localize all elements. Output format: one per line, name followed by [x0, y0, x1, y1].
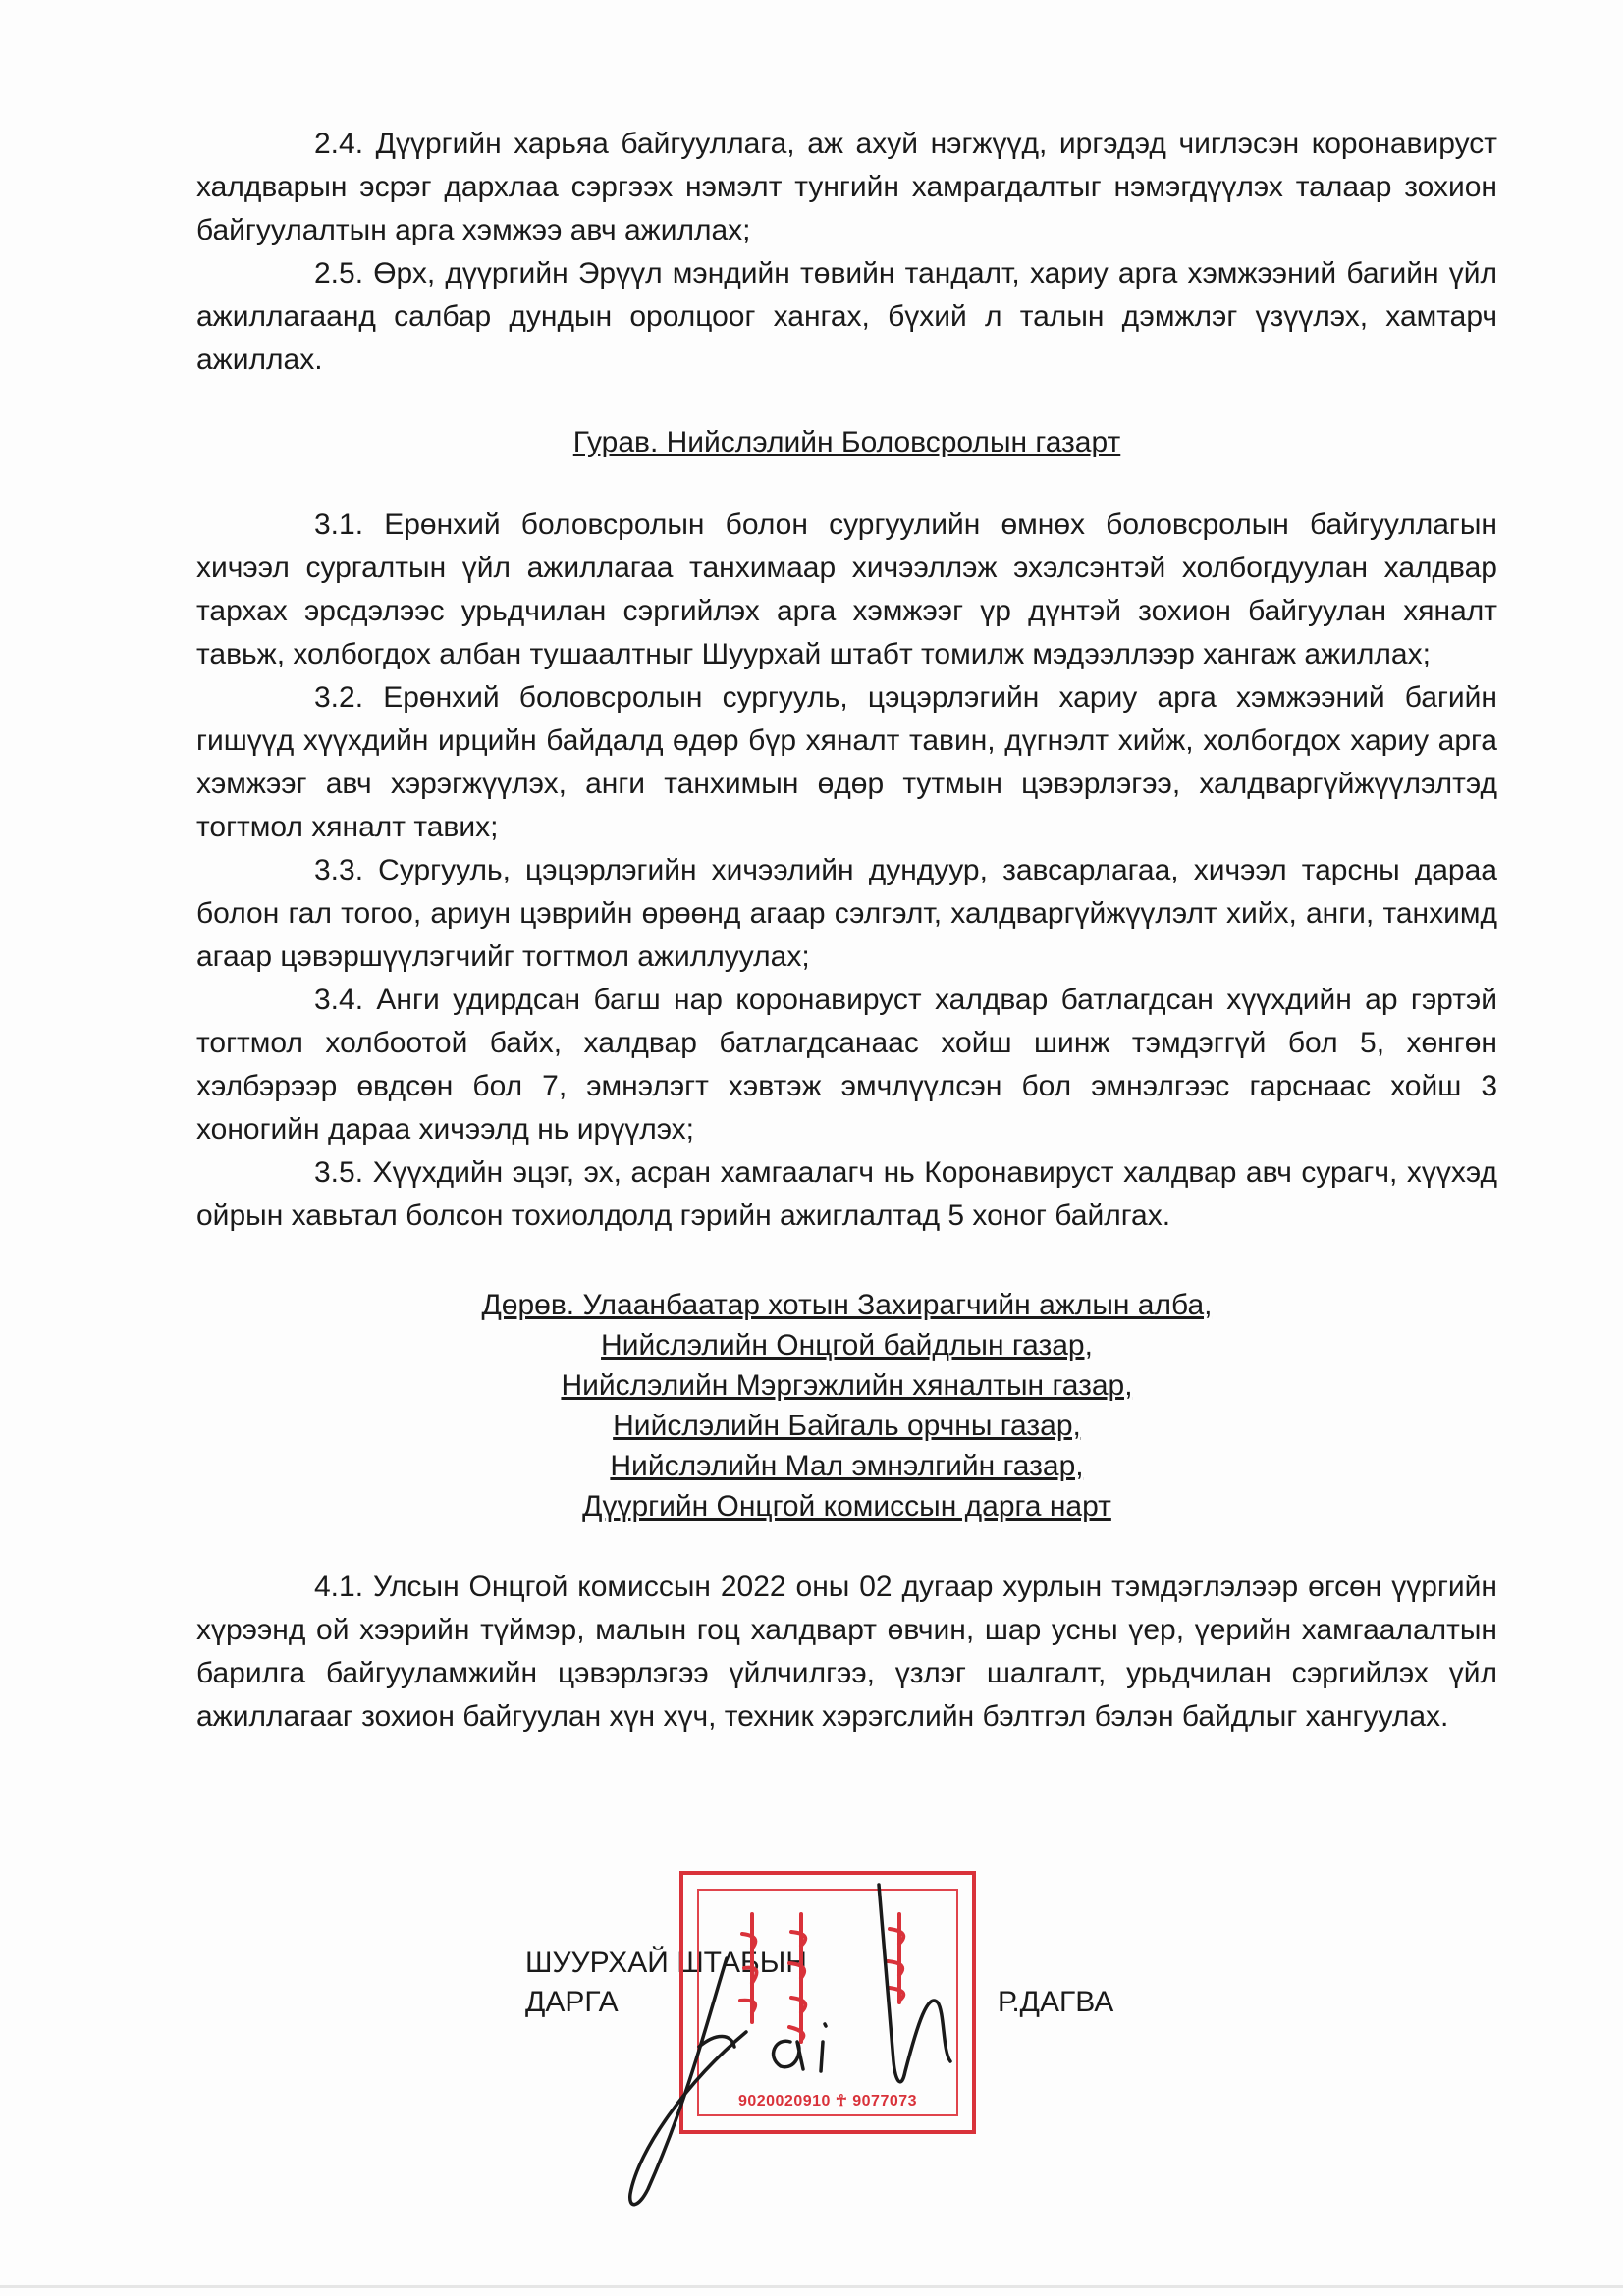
stamp-number: 9020020910 ☥ 9077073 [737, 2093, 918, 2109]
paragraph-3-3: 3.3. Сургууль, цэцэрлэгийн хичээлийн дундуур, завсарлагаа, хичээл тарсны дараа болон гал тогоо, ариун цэврийн өрөөнд агаар сэлгэлт, халдваргүйжүүлэлт хийх, анги, танхимд агаар цэвэршүүлэгчийг тогтмол ажиллуулах; [196, 854, 1497, 973]
signer-title-line-2: ДАРГА [525, 1986, 619, 2018]
paragraph-3-4: 3.4. Анги удирдсан багш нар коронавируст халдвар батлагдсан хүүхдийн ар гэртэй тогтмол холбоотой байх, халдвар батлагдсанаас хойш шинж тэмдэггүй бол 5, хөнгөн хэлбэрээр өвдсөн бол 7, эмнэлэгт хэвтэж эмчлүүлсэн бол эмнэлгээс гарснаас хойш 3 хоногийн дараа хичээлд нь ирүүлэх; [196, 984, 1497, 1146]
stamp-inner-border [697, 1889, 958, 2116]
section-4-heading-line: Дүүргийн Онцгой комиссын дарга нарт [582, 1490, 1111, 1522]
paragraph-2-5: 2.5. Өрх, дүүргийн Эрүүл мэндийн төвийн тандалт, хариу арга хэмжээний багийн үйл ажиллагаанд салбар дундын оролцоог хангах, бүхий л талын дэмжлэг үзүүлэх, хамтарч ажиллах. [196, 257, 1497, 376]
section-4-heading-line: Дөрөв. Улаанбаатар хотын Захирагчийн ажлын алба, [481, 1289, 1213, 1321]
paragraph-3-2: 3.2. Ерөнхий боловсролын сургууль, цэцэрлэгийн хариу арга хэмжээний багийн гишүүд хүүхдийн ирцийн байдалд өдөр бүр хяналт тавин, дүгнэлт хийж, холбогдох хариу арга хэмжээг авч хэрэгжүүлэх, анги танхимын өдөр тутмын цэвэрлэгээ, халдваргүйжүүлэлтэд тогтмол хяналт тавих; [196, 681, 1497, 843]
signer-name: Р.ДАГВА [998, 1986, 1114, 2018]
section-4-heading [196, 1285, 1497, 1526]
section-4-heading-line: Нийслэлийн Онцгой байдлын газар, [601, 1329, 1093, 1362]
section-4-heading-line: Нийслэлийн Мэргэжлийн хяналтын газар, [561, 1369, 1133, 1402]
section-3-heading: Гурав. Нийслэлийн Боловсролын газарт [572, 426, 1121, 458]
signer-title-line-1: ШУУРХАЙ ШТАБЫН [525, 1947, 807, 1979]
section-4-heading-line: Нийслэлийн Байгаль орчны газар, [613, 1410, 1081, 1442]
scan-edge [0, 2285, 1623, 2288]
paragraph-3-1: 3.1. Ерөнхий боловсролын болон сургуулийн өмнөх боловсролын байгууллагын хичээл сургалтын үйл ажиллагаа танхимаар хичээллэж эхэлсэнтэй холбогдуулан халдвар тархах эрсдэлээс урьдчилан сэргийлэх арга хэмжээг үр дүнтэй зохион байгуулан хяналт тавьж, холбогдох албан тушаалтныг Шуурхай штабт томилж мэдээллээр хангаж ажиллах; [196, 508, 1497, 670]
stamp-script-marks [683, 1875, 972, 2130]
document-body [196, 123, 1497, 1738]
paragraph-3-5: 3.5. Хүүхдийн эцэг, эх, асран хамгаалагч нь Коронавируст халдвар авч сурагч, хүүхэд ойрын хавьтал болсон тохиолдолд гэрийн ажиглалтад 5 хоног байлгах. [196, 1156, 1497, 1232]
paragraph-4-1: 4.1. Улсын Онцгой комиссын 2022 оны 02 дугаар хурлын тэмдэглэлээр өгсөн үүргийн хүрээнд ой хээрийн түймэр, малын гоц халдварт өвчин, шар усны үер, үерийн хамгаалалтын барилга байгууламжийн цэвэрлэгээ үйлчилгээ, үзлэг шалгалт, урьдчилан сэргийлэх үйл ажиллагааг зохион байгуулан хүн хүч, техник хэрэгслийн бэлтгэл бэлэн байдлыг хангуулах. [196, 1571, 1497, 1733]
section-4-heading-line: Нийслэлийн Мал эмнэлгийн газар, [610, 1450, 1084, 1482]
official-stamp [679, 1871, 976, 2134]
paragraph-2-4: 2.4. Дүүргийн харьяа байгууллага, аж ахуй нэгжүүд, иргэдэд чиглэсэн коронавируст халдварын эсрэг дархлаа сэргээх нэмэлт тунгийн хамрагдалтыг нэмэгдүүлэх талаар зохион байгуулалтын арга хэмжээ авч ажиллах; [196, 128, 1497, 246]
